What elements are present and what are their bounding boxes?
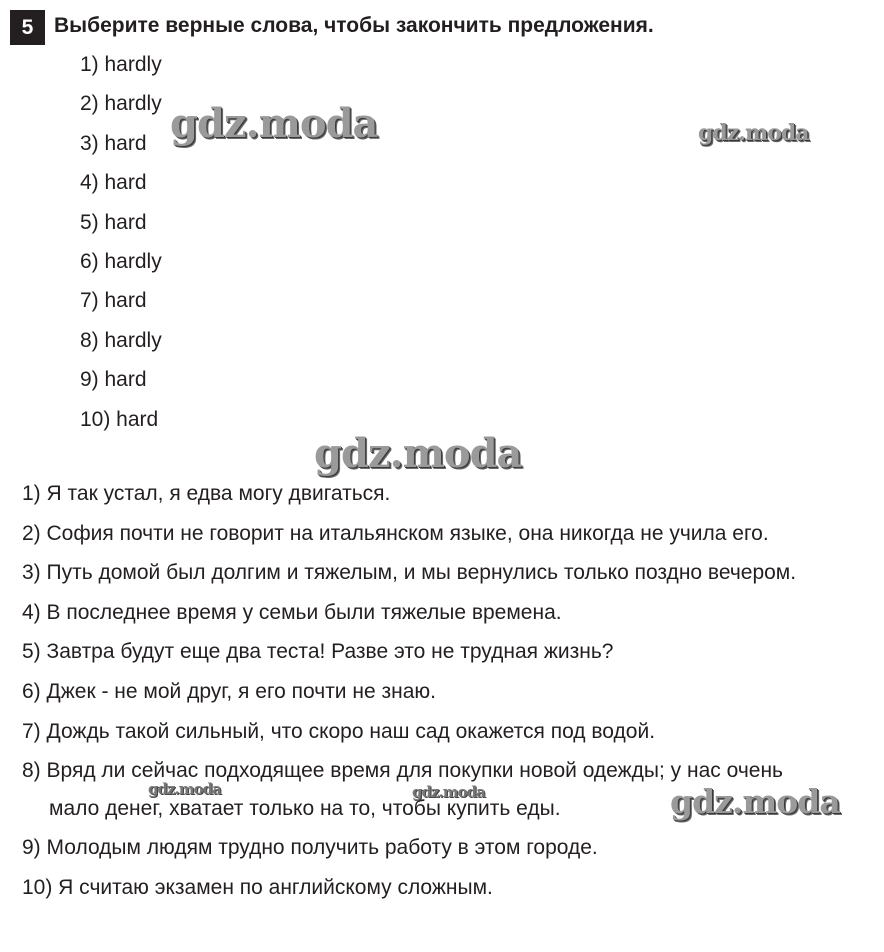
answer-item: 5) hard bbox=[80, 210, 147, 234]
watermark: gdz.moda bbox=[170, 100, 378, 147]
translation-item: 4) В последнее время у семьи были тяжелые времена. bbox=[22, 600, 562, 624]
translation-item: 3) Путь домой был долгим и тяжелым, и мы вернулись только поздно вечером. bbox=[22, 561, 797, 585]
watermark: gdz.moda bbox=[698, 120, 809, 146]
translation-item: 2) София почти не говорит на итальянском языке, она никогда не учила его. bbox=[22, 521, 769, 545]
answer-item: 8) hardly bbox=[80, 328, 162, 352]
answer-item: 9) hard bbox=[80, 368, 147, 392]
translation-item: 5) Завтра будут еще два теста! Разве это не трудная жизнь? bbox=[22, 640, 614, 664]
translation-item: 1) Я так устал, я едва могу двигаться. bbox=[22, 482, 391, 505]
translation-item: 10) Я считаю экзамен по английскому сложным. bbox=[22, 875, 493, 899]
answers-list bbox=[80, 52, 162, 446]
watermark: gdz.moda bbox=[412, 783, 485, 801]
task-number-badge: 5 bbox=[10, 10, 45, 45]
watermark: gdz.moda bbox=[314, 430, 522, 477]
translation-item: 6) Джек - не мой друг, я его почти не знаю. bbox=[22, 679, 436, 703]
answer-item: 3) hard bbox=[80, 131, 147, 155]
translation-line: 8) Вряд ли сейчас подходящее время для покупки новой одежды; у нас очень bbox=[22, 759, 783, 783]
answer-item: 1) hardly bbox=[80, 53, 162, 76]
answer-item: 4) hard bbox=[80, 171, 147, 195]
translation-line: мало денег, хватает только на то, чтобы купить еды. bbox=[49, 797, 561, 821]
task-title: Выберите верные слова, чтобы закончить предложения. bbox=[54, 14, 654, 37]
translation-item: 7) Дождь такой сильный, что скоро наш сад окажется под водой. bbox=[22, 719, 656, 743]
translations-list bbox=[22, 481, 872, 914]
answer-item: 7) hard bbox=[80, 289, 147, 313]
answer-item: 6) hardly bbox=[80, 249, 162, 273]
watermark: gdz.moda bbox=[148, 780, 221, 798]
translation-item: 9) Молодым людям трудно получить работу в этом городе. bbox=[22, 836, 598, 860]
answer-item: 10) hard bbox=[80, 407, 159, 431]
watermark: gdz.moda bbox=[670, 782, 840, 821]
answer-item: 2) hardly bbox=[80, 92, 162, 116]
